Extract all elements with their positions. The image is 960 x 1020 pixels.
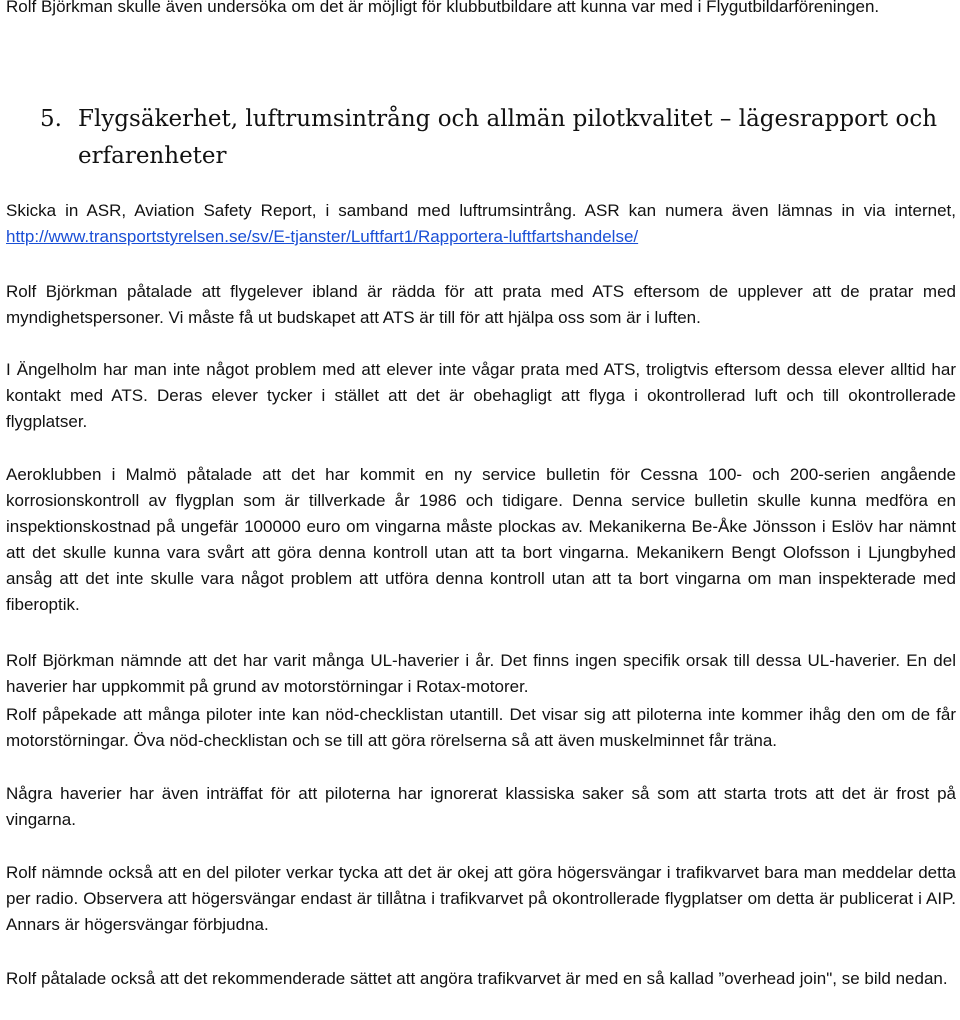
- paragraph-emergency-checklist: Rolf påpekade att många piloter inte kan nöd-checklistan utantill. Det visar sig att piloterna inte kommer ihåg den om de får motorstörningar. Öva nöd-checklistan och se till att göra rörelserna så att även muskelminnet får träna.: [6, 705, 956, 750]
- transportstyrelsen-link[interactable]: http://www.transportstyrelsen.se/sv/E-tjanster/Luftfart1/Rapportera-luftfartshandelse/: [6, 227, 639, 246]
- paragraph-overhead-join: Rolf påtalade också att det rekommenderade sättet att angöra trafikvarvet är med en så kallad ”overhead join", se bild nedan.: [6, 969, 948, 988]
- section-number: 5.: [40, 106, 62, 132]
- section-heading-5: [6, 101, 956, 175]
- paragraph-asr: [6, 198, 956, 250]
- paragraph-service-bulletin: Aeroklubben i Malmö påtalade att det har kommit en ny service bulletin för Cessna 100- och 200-serien angående korrosionskontroll av flygplan som är tillverkade år 1986 och tidigare. Denna service bulletin skulle kunna medföra en inspektionskostnad på ungefär 100000 euro om vingarna måste plockas av. Mekanikerna Be-Åke Jönsson i Eslöv har nämnt att det skulle kunna vara svårt att göra denna kontroll utan att ta bort vingarna. Mekanikern Bengt Olofsson i Ljungbyhed ansåg att det inte skulle vara något problem att utföra denna kontroll utan att ta bort vingarna om man inspekterade med fiberoptik.: [6, 465, 956, 614]
- section-title: Flygsäkerhet, luftrumsintrång och allmän pilotkvalitet – lägesrapport och erfarenheter: [78, 106, 938, 169]
- asr-text: Skicka in ASR, Aviation Safety Report, i samband med luftrumsintrång. ASR kan numera även lämnas in via internet,: [6, 201, 956, 220]
- paragraph-frost: Några haverier har även inträffat för att piloterna har ignorerat klassiska saker så som att starta trots att det är frost på vingarna.: [6, 784, 956, 829]
- paragraph-angelholm: I Ängelholm har man inte något problem med att elever inte vågar prata med ATS, troligtvis eftersom dessa elever alltid har kontakt med ATS. Deras elever tycker i stället att det är obehagligt att flyga i okontrollerad luft och till okontrollerade flygplatser.: [6, 360, 956, 431]
- paragraph-right-turns: Rolf nämnde också att en del piloter verkar tycka att det är okej att göra högersvängar i trafikvarvet bara man meddelar detta per radio. Observera att högersvängar endast är tillåtna i trafikvarvet på okontrollerade flygplatser om detta är publicerat i AIP. Annars är högersvängar förbjudna.: [6, 863, 956, 934]
- paragraph-club-instructors: Rolf Björkman skulle även undersöka om det är möjligt för klubbutbildare att kunna var med i Flygutbildarföreningen.: [6, 0, 880, 16]
- paragraph-ats-fear: Rolf Björkman påtalade att flygelever ibland är rädda för att prata med ATS eftersom de upplever att de pratar med myndighetspersoner. Vi måste få ut budskapet att ATS är till för att hjälpa oss som är i luften.: [6, 282, 956, 327]
- paragraph-ul-accidents: Rolf Björkman nämnde att det har varit många UL-haverier i år. Det finns ingen specifik orsak till dessa UL-haverier. En del haverier har uppkommit på grund av motorstörningar i Rotax-motorer.: [6, 651, 956, 696]
